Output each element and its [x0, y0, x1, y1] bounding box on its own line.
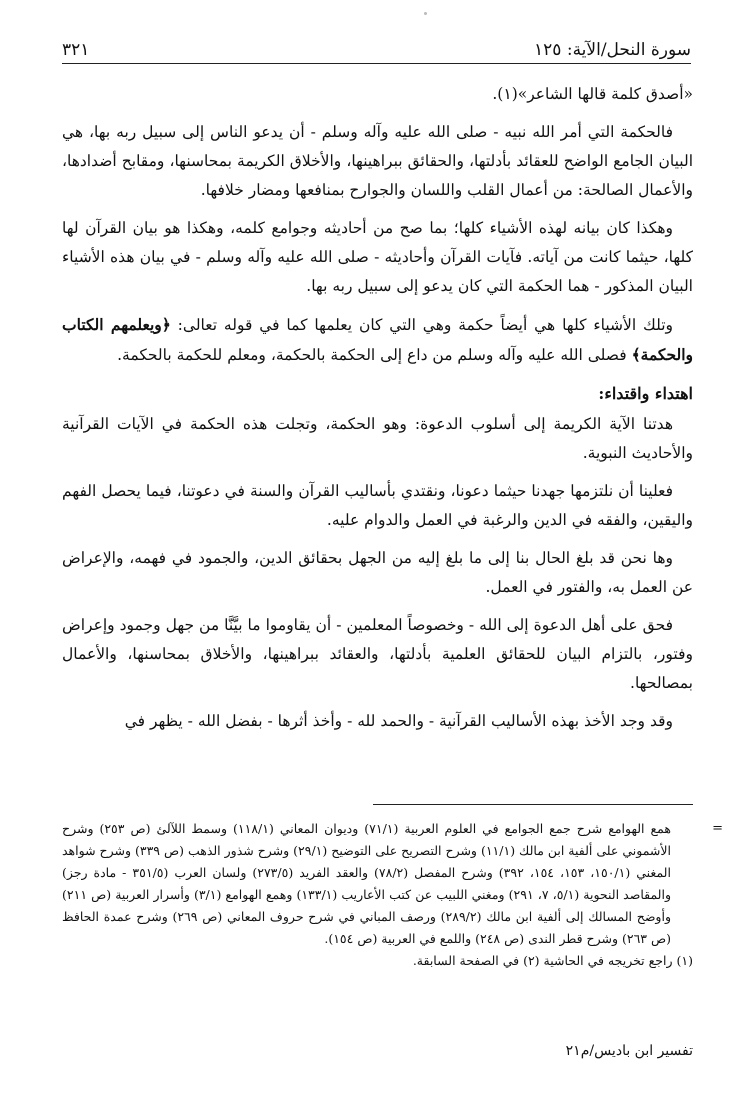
footnote-continuation	[62, 818, 723, 950]
footnote-text: همع الهوامع شرح جمع الجوامع في العلوم العربية (٧١/١) وديوان المعاني (١١٨/١) وسمط اللآلئ (ص ٢٥٣) وشرح الأشموني على ألفية ابن مالك (١١/١) وشرح التصريح على التوضيح (٢٩/١) وشرح شذور الذهب (ص ٣٣٩) وشرح شواهد المغني (١٥٠/١، ١٥٣، ١٥٤، ٣٩٢) وشرح المفصل (٧٨/٢) والعقد الفريد (٢٧٣/٥) ولسان العرب (٣٥١/٥ - مادة رجز) والمقاصد النحوية (٥/١، ٧، ٢٩١) ومغني اللبيب عن كتب الأعاريب (١٣٣/١) وهمع الهوامع (٣/١) وأسرار العربية (ص ٢١١) وأوضح المسالك إلى ألفية ابن مالك (٢٨٩/٢) ورصف المباني في شرح حروف المعاني (ص ٢٦٩) وشرح عمدة الحافظ (ص ٢٦٣) وشرح قطر الندى (ص ٢٤٨) واللمع في العربية (ص ١٥٤).	[62, 821, 671, 946]
header-surah: سورة النحل/الآية: ١٢٥	[534, 40, 691, 60]
footer-signature: تفسير ابن باديس/م٢١	[565, 1043, 693, 1059]
footnote-1: (١) راجع تخريجه في الحاشية (٢) في الصفحة السابقة.	[412, 953, 693, 968]
scan-dot	[424, 12, 427, 15]
paragraph	[62, 310, 693, 370]
continuation-marker: =	[712, 821, 723, 836]
paragraph-text: فصلى الله عليه وآله وسلم من داع إلى الحكمة بالحكمة، ومعلم للحكمة بالحكمة.	[117, 346, 632, 364]
paragraph: فالحكمة التي أمر الله نبيه - صلى الله عليه وآله وسلم - أن يدعو الناس إلى سبيل ربه بها، هي البيان الجامع الواضح للعقائد بأدلتها، والحقائق ببراهينها، والأخلاق الكريمة بمحاسنها، ومقابح أضدادها، والأعمال الصالحة: من أعمال القلب واللسان والجوارح بمنافعها ومضار خلافها.	[62, 123, 693, 199]
page-number: ٣٢١	[62, 40, 90, 60]
footnote-divider	[373, 804, 693, 805]
paragraph: «أصدق كلمة قالها الشاعر»(١).	[492, 85, 693, 103]
paragraph: وقد وجد الأخذ بهذه الأساليب القرآنية - والحمد لله - وأخذ أثرها - بفضل الله - يظهر في	[124, 712, 673, 730]
paragraph: وها نحن قد بلغ الحال بنا إلى ما بلغ إليه من الجهل بحقائق الدين، والجمود في فهمه، والإعراض عن العمل به، والفتور في العمل.	[62, 549, 693, 596]
paragraph: هدتنا الآية الكريمة إلى أسلوب الدعوة: وهو الحكمة، وتجلت هذه الحكمة في الآيات القرآنية والأحاديث النبوية.	[62, 415, 693, 462]
main-text	[62, 80, 693, 745]
running-header	[62, 30, 691, 64]
paragraph-text: وتلك الأشياء كلها هي أيضاً حكمة وهي التي كان يعلمها كما في قوله تعالى:	[170, 316, 673, 334]
paragraph: فحق على أهل الدعوة إلى الله - وخصوصاً المعلمين - أن يقاوموا ما بيَّنَّا من جهل وجمود وإعراض وفتور، بالتزام البيان للحقائق العلمية بأدلتها، والعقائد ببراهينها، والأخلاق بمحاسنها، والأعمال بمصالحها.	[62, 616, 693, 692]
paragraph: وهكذا كان بيانه لهذه الأشياء كلها؛ بما صح من أحاديثه وجوامع كلمه، وهكذا هو بيان القرآن لها كلها، حيثما كانت من آياته. فآيات القرآن وأحاديثه - صلى الله عليه وآله وسلم - في بيان هذه الأشياء البيان المذكور - هما الحكمة التي كان يدعو إلى سبيل ربه بها.	[62, 219, 693, 295]
paragraph: فعلينا أن نلتزمها جهدنا حيثما دعونا، ونقتدي بأساليب القرآن والسنة في دعوتنا، فيما يحصل الفهم واليقين، والفقه في الدين والرغبة في العمل والدوام عليه.	[62, 482, 693, 529]
section-heading: اهتداء واقتداء:	[598, 384, 693, 403]
quran-quote: ﴿ويعلمهم الكتاب والحكمة﴾	[62, 315, 693, 364]
footnotes	[62, 818, 723, 972]
